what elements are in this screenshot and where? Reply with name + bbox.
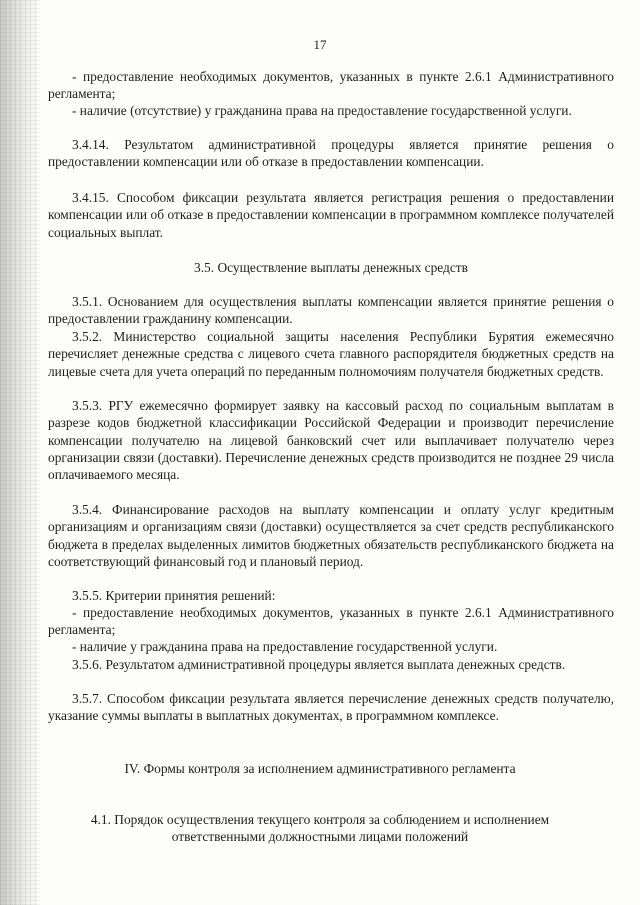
- paragraph-3-4-15: 3.4.15. Способом фиксации результата является регистрация решения о предоставлении компенсации или об отказе в предоставлении компенсации в программном комплексе получателей социальных выплат.: [48, 190, 614, 240]
- paragraph-3-5-2: 3.5.2. Министерство социальной защиты населения Республики Бурятия ежемесячно перечисляет денежные средства с лицевого счета главного распорядителя бюджетных средств на лицевые счета для учета операций по переданным полномочиям получателя бюджетных средств.: [48, 329, 614, 379]
- paragraph-3-5-5-documents: - предоставление необходимых документов, указанных в пункте 2.6.1 Административного регламента;: [48, 605, 614, 638]
- paragraph-criteria-right: - наличие (отсутствие) у гражданина права на предоставление государственной услуги.: [72, 103, 572, 118]
- paragraph-3-5-5-right: - наличие у гражданина права на предоставление государственной услуги.: [72, 639, 498, 654]
- paragraph-3-5-5: 3.5.5. Критерии принятия решений:: [72, 588, 276, 603]
- paragraph-3-5-6: 3.5.6. Результатом административной процедуры является выплата денежных средств.: [72, 657, 566, 672]
- paragraph-3-5-4: 3.5.4. Финансирование расходов на выплату компенсации и оплату услуг кредитным организациям и организациям связи (доставки) осуществляется за счет средств республиканского бюджета в пределах выделенных лимитов бюджетных обязательств республиканского бюджета на соответствующий финансовый год и плановый период.: [48, 502, 614, 569]
- paragraph-3-5-7: 3.5.7. Способом фиксации результата является перечисление денежных средств получателю, указание суммы выплаты в выплатных документах, в программном комплексе.: [48, 691, 614, 724]
- section-heading-4-1: 4.1. Порядок осуществления текущего контроля за соблюдением и исполнением ответственными должностными лицами положений: [90, 812, 550, 845]
- paragraph-criteria-documents: - предоставление необходимых документов, указанных в пункте 2.6.1 Административного регламента;: [48, 69, 614, 102]
- section-heading-3-5: 3.5. Осуществление выплаты денежных средств: [194, 260, 468, 275]
- paragraph-3-4-14: 3.4.14. Результатом административной процедуры является принятие решения о предоставлении компенсации или об отказе в предоставлении компенсации.: [48, 137, 614, 170]
- section-heading-iv: IV. Формы контроля за исполнением административного регламента: [124, 761, 516, 776]
- paragraph-3-5-1: 3.5.1. Основанием для осуществления выплаты компенсации является принятие решения о предоставлении гражданину компенсации.: [48, 294, 614, 327]
- page-number: 17: [313, 37, 327, 52]
- scan-shadow-edge: [0, 0, 40, 905]
- paragraph-3-5-3: 3.5.3. РГУ ежемесячно формирует заявку на кассовый расход по социальным выплатам в разрезе кодов бюджетной классификации Российской Федерации и производит перечисление компенсации получателю на лицевой банковский счет или выплачивает получателю через организации связи (доставки). Перечисление денежных средств производится не позднее 29 числа оплачиваемого месяца.: [48, 398, 614, 483]
